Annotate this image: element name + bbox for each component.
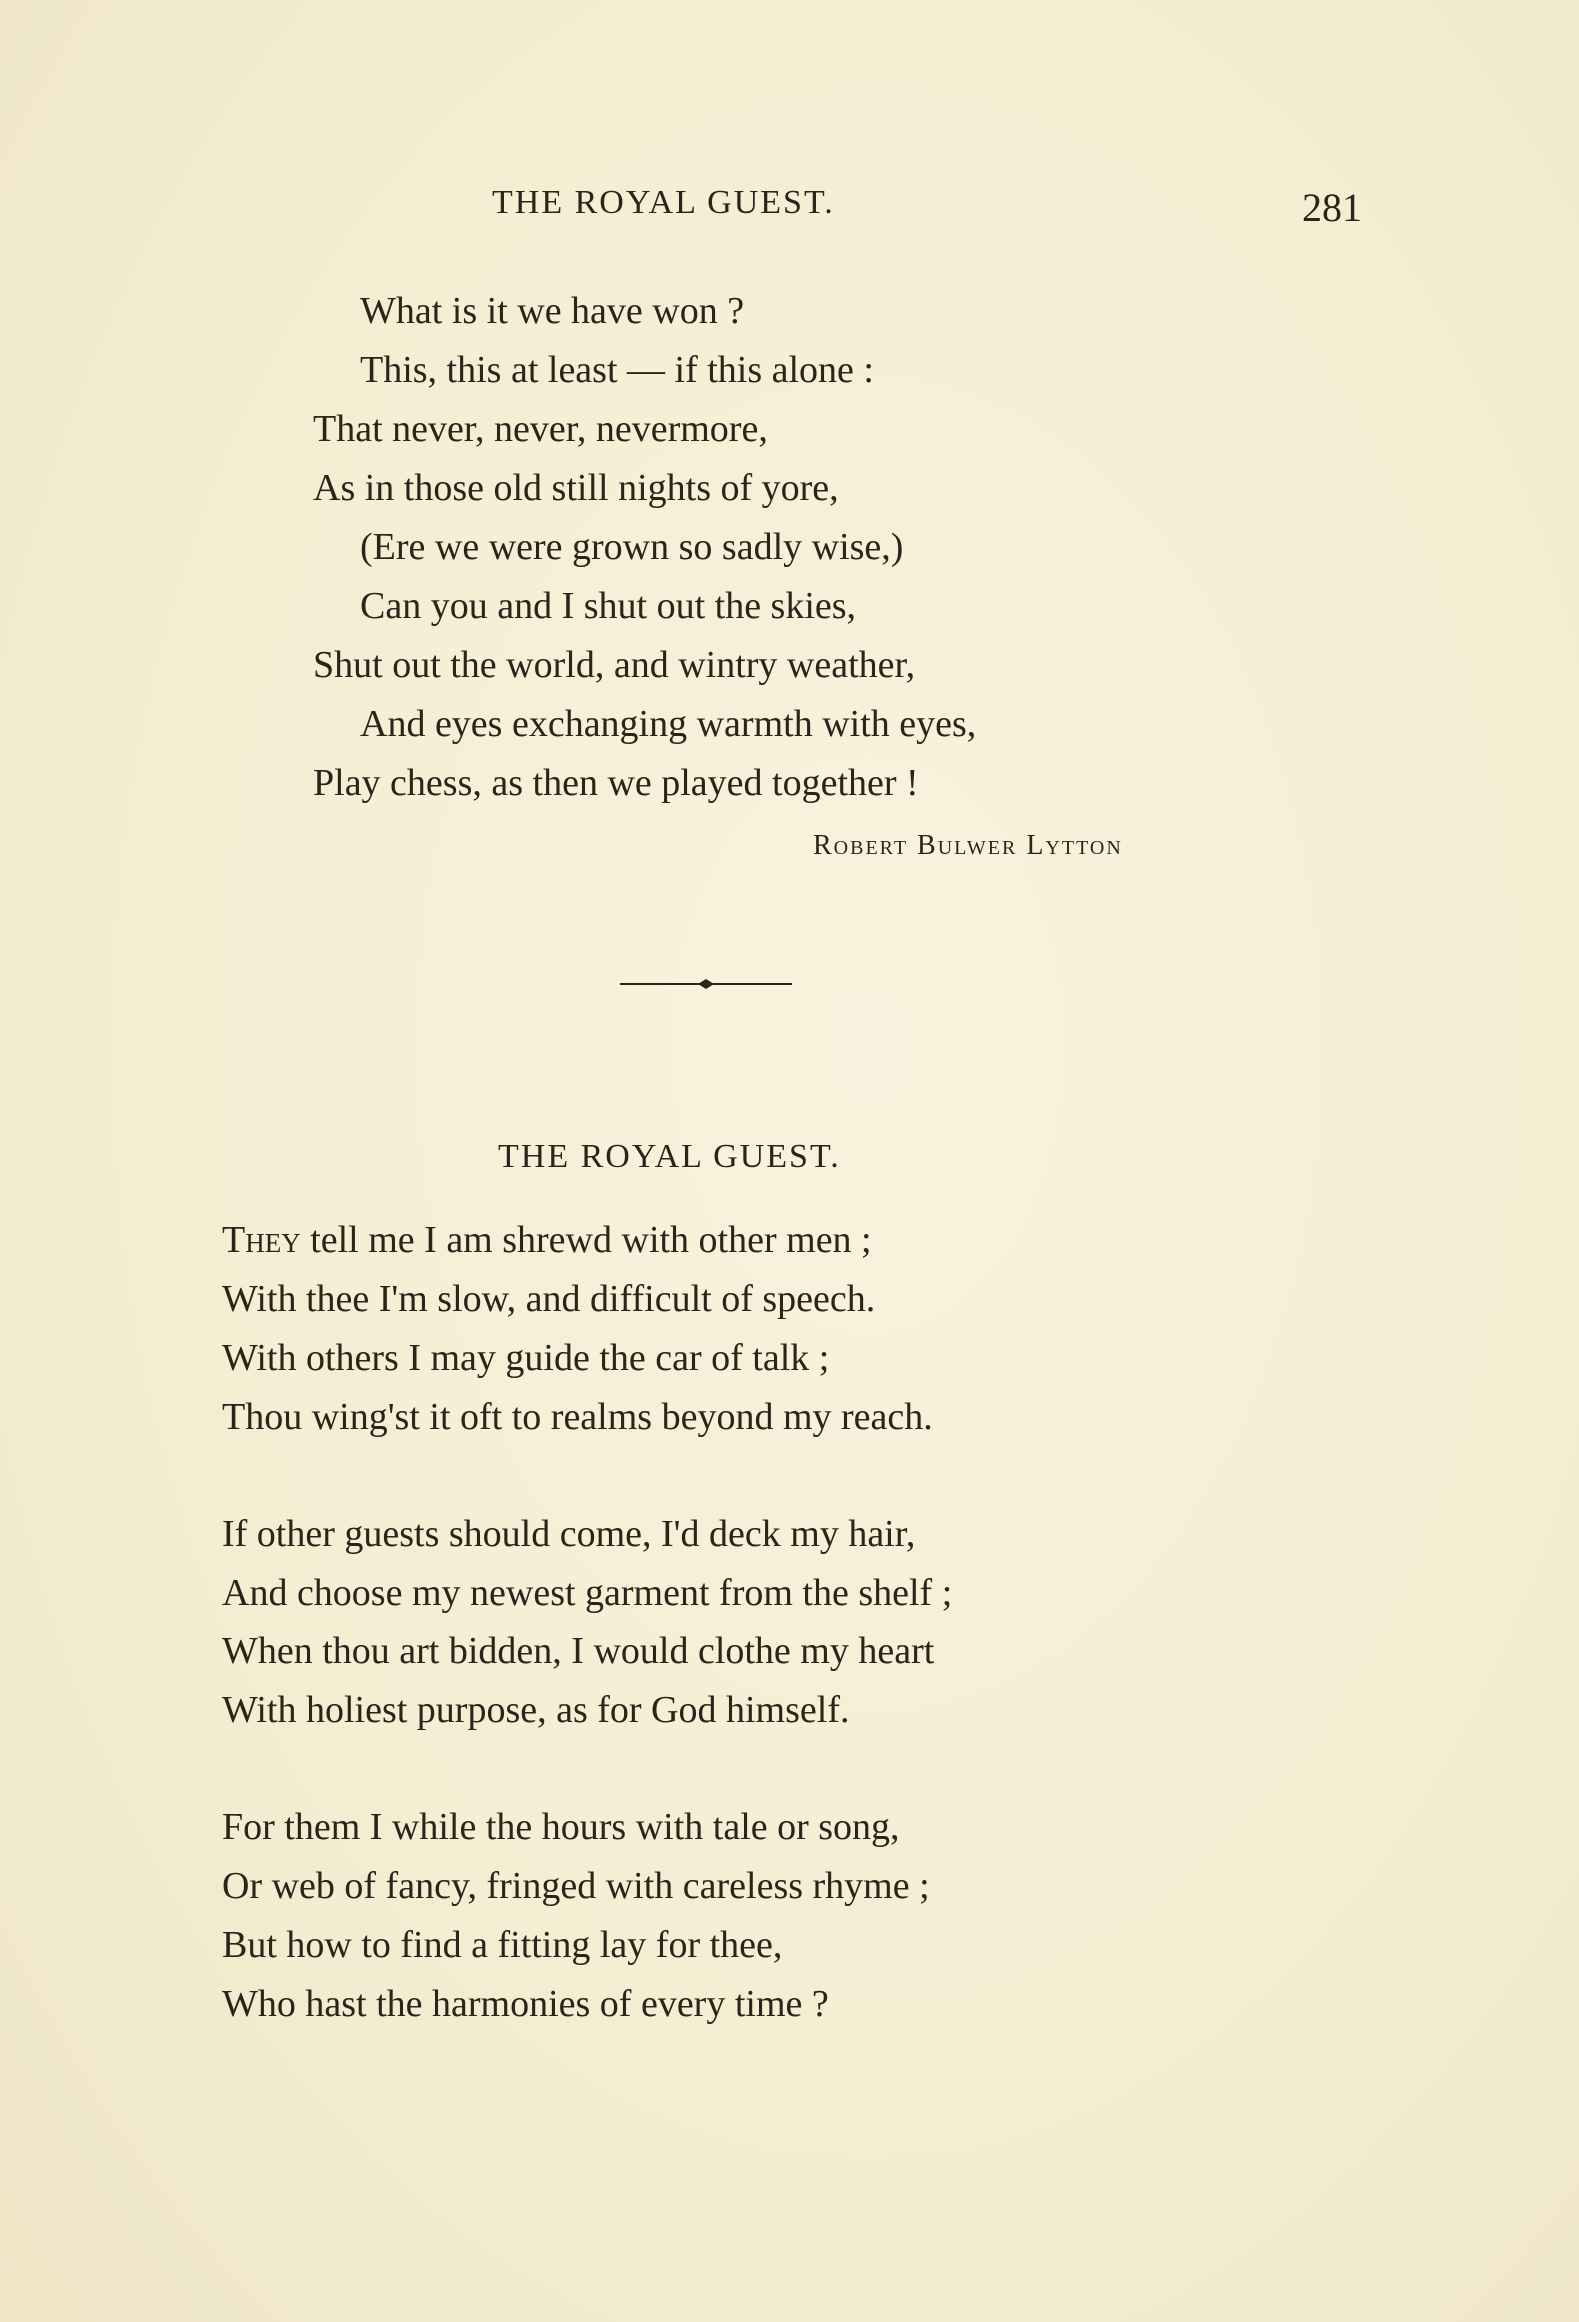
poem-title: THE ROYAL GUEST. bbox=[498, 1138, 841, 1175]
poem-line: When thou art bidden, I would clothe my heart bbox=[222, 1630, 935, 1672]
poem-line-text: tell me I am shrewd with other men ; bbox=[300, 1219, 872, 1261]
author-attribution: Robert Bulwer Lytton bbox=[813, 830, 1123, 861]
poem-line: Thou wing'st it oft to realms beyond my reach. bbox=[222, 1396, 933, 1438]
previous-poem-line: What is it we have won ? bbox=[360, 290, 745, 332]
running-header-title: THE ROYAL GUEST. bbox=[492, 184, 835, 221]
ornamental-divider bbox=[620, 978, 792, 990]
previous-poem-line: Can you and I shut out the skies, bbox=[360, 585, 857, 627]
poem-line: Or web of fancy, fringed with careless rhyme ; bbox=[222, 1865, 930, 1907]
poem-line: If other guests should come, I'd deck my hair, bbox=[222, 1513, 916, 1555]
previous-poem-line: And eyes exchanging warmth with eyes, bbox=[360, 703, 977, 745]
previous-poem-line: (Ere we were grown so sadly wise,) bbox=[360, 526, 904, 568]
poem-line: With others I may guide the car of talk ; bbox=[222, 1337, 830, 1379]
poem-line: And choose my newest garment from the shelf ; bbox=[222, 1572, 953, 1614]
poem-line: But how to find a fitting lay for thee, bbox=[222, 1924, 783, 1966]
previous-poem-line: Play chess, as then we played together ! bbox=[313, 762, 919, 804]
poem-line: With holiest purpose, as for God himself. bbox=[222, 1689, 850, 1731]
previous-poem-line: That never, never, nevermore, bbox=[313, 408, 768, 450]
previous-poem-line: This, this at least — if this alone : bbox=[360, 349, 874, 391]
previous-poem-line: Shut out the world, and wintry weather, bbox=[313, 644, 916, 686]
poem-line: For them I while the hours with tale or song, bbox=[222, 1806, 900, 1848]
poem-line: With thee I'm slow, and difficult of speech. bbox=[222, 1278, 876, 1320]
poem-line bbox=[222, 1221, 872, 1259]
page-number: 281 bbox=[1302, 185, 1362, 230]
previous-poem-line: As in those old still nights of yore, bbox=[313, 467, 839, 509]
poem-line: Who hast the harmonies of every time ? bbox=[222, 1983, 829, 2025]
poem-first-word: They bbox=[222, 1219, 301, 1261]
